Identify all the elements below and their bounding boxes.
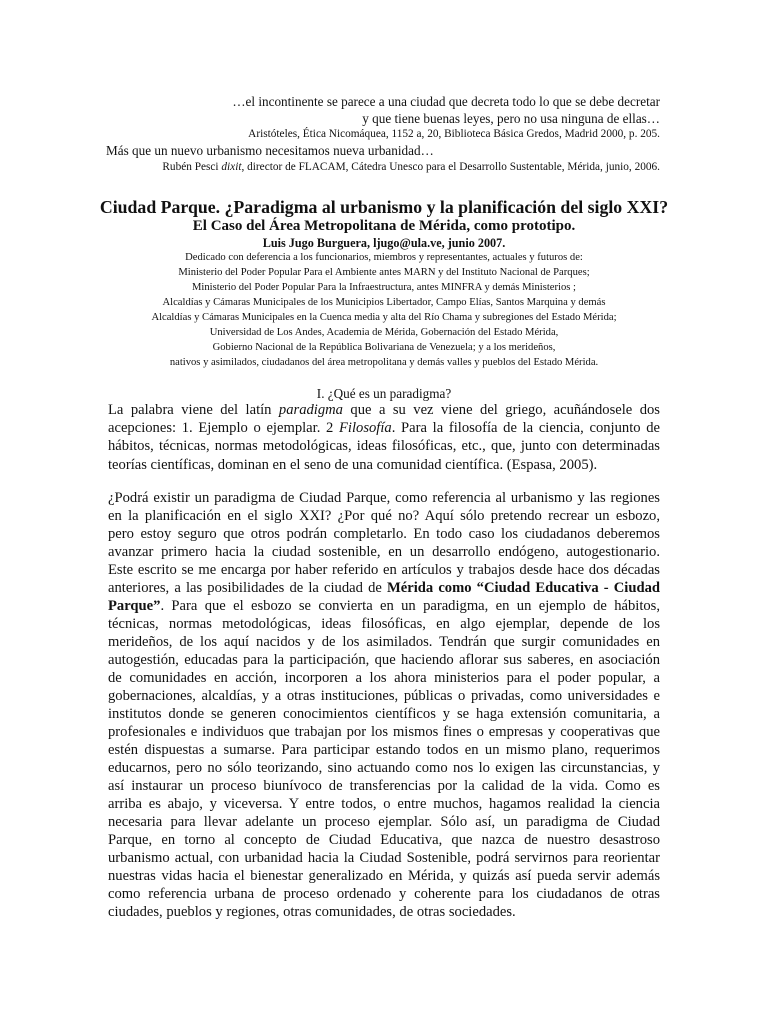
paragraph-2-line: gobernaciones, alcaldías, y a otras instituciones, públicas o privadas, como universidades e	[108, 688, 660, 704]
text-span: que a su vez viene del griego, acuñándosele dos	[342, 402, 660, 418]
paragraph-1-line	[108, 420, 660, 437]
paragraph-2-line: necesaria para llevar adelante un proceso ejemplar. Sólo así, un paradigma de Ciudad	[108, 814, 660, 830]
paragraph-2-line: pero estoy seguro que otros podrán completarlo. En todo caso los ciudadanos deberemos	[108, 526, 660, 542]
paragraph-2-line: ciudades, pueblos y regiones, otras comunidades, de otras sociedades.	[108, 904, 516, 920]
paragraph-2-line: Parque, en torno al concepto de Ciudad Educativa, que nazca de nuestro desastroso	[108, 832, 660, 848]
source-rest: , director de FLACAM, Cátedra Unesco para el Desarrollo Sustentable, Mérida, junio, 2006.	[241, 161, 660, 173]
paragraph-2-line: así instaurar un proceso biunívoco de transferencias por la calidad de la vida. Como es	[108, 778, 660, 794]
epigraph-source-aristotle: Aristóteles, Ética Nicomáquea, 1152 a, 20, Biblioteca Básica Gredos, Madrid 2000, p. 205.	[248, 128, 660, 140]
paragraph-2-line	[108, 598, 660, 615]
paragraph-2-line: autogestión, educadas para la participación, que haciendo aflorar sus saberes, en asociación	[108, 652, 660, 668]
italic-term-filosofia: Filosofía	[339, 420, 392, 436]
dedication-line: Universidad de Los Andes, Academia de Mérida, Gobernación del Estado Mérida,	[209, 327, 559, 338]
paragraph-2-line: nuestras vidas hacia el bienestar generalizado en Mérida, y quizás así pueda servir además	[108, 868, 660, 884]
source-name: Rubén Pesci	[162, 161, 222, 173]
paragraph-1-line	[108, 402, 660, 419]
paragraph-2-line: merideños, de los aquí nacidos y de los asimilados. Tendrán que surgir comunidades en	[108, 634, 660, 650]
paragraph-2-line: ¿Podrá existir un paradigma de Ciudad Parque, como referencia al urbanismo y las regiones	[108, 490, 660, 506]
paragraph-2-line: técnicas, normas metodológicas, ideas filosóficas, en algo ejemplar, depende de los	[108, 616, 660, 632]
document-title: Ciudad Parque. ¿Paradigma al urbanismo y la planificación del siglo XXI?	[99, 197, 669, 217]
dedication-line: Gobierno Nacional de la República Bolivariana de Venezuela; y a los merideños,	[212, 342, 556, 353]
dedication-line: nativos y asimilados, ciudadanos del área metropolitana y demás valles y pueblos del Estado Mérida.	[169, 357, 599, 368]
dedication-line: Ministerio del Poder Popular Para el Ambiente antes MARN y del Instituto Nacional de Parques;	[178, 267, 590, 278]
paragraph-2-line: institutos donde se generen conocimientos científicos y se haga extensión comunitaria, a	[108, 706, 660, 722]
bold-phrase: Mérida como “Ciudad Educativa - Ciudad	[386, 580, 660, 596]
dedication-line: Alcaldías y Cámaras Municipales de los Municipios Libertador, Campo Elías, Santos Marquina y demás	[162, 297, 606, 308]
paragraph-2-line: educarnos, pero no sólo teorizando, sino actuando como nos lo exigen las circunstancias, y	[108, 760, 660, 776]
epigraph-source-pesci	[80, 161, 660, 173]
paragraph-2-line: estén dispuestas a sumarse. Para participar estando todos en un mismo plano, requerimos	[108, 742, 660, 758]
dedication-line: Dedicado con deferencia a los funcionarios, miembros y representantes, actuales y futuros de:	[185, 252, 583, 263]
paragraph-2-line: Este escrito se me encarga por haber referido en artículos y trabajos desde hace dos décadas	[108, 562, 660, 578]
dedication-line: Alcaldías y Cámaras Municipales en la Cuenca media y alta del Río Chama y subregiones del Estado Mérida;	[151, 312, 617, 323]
epigraph-quote-line-1: …el incontinente se parece a una ciudad que decreta todo lo que se debe decretar	[232, 94, 660, 109]
paragraph-1-line: teorías científicas, dominan en el seno de una comunidad científica. (Espasa, 2005).	[108, 457, 598, 473]
section-heading: I. ¿Qué es un paradigma?	[316, 386, 452, 401]
paragraph-2-line: arriba es abajo, y viceversa. Y entre todos, o entre muchos, hagamos realidad la ciencia	[108, 796, 660, 812]
source-dixit: dixit	[221, 161, 242, 173]
document-author: Luis Jugo Burguera, ljugo@ula.ve, junio 2007.	[262, 236, 506, 250]
text-span: La palabra viene del latín	[108, 402, 279, 418]
paragraph-1-line: hábitos, técnicas, normas metodológicas, ideas filosóficas, etc., que, junto con determinadas	[108, 438, 660, 454]
paragraph-2-line: profesionales e individuos que trabajan por los mismos fines o empresas y cooperativas que	[108, 724, 660, 740]
bold-phrase: Parque”	[108, 598, 161, 614]
document-subtitle: El Caso del Área Metropolitana de Mérida, como prototipo.	[192, 218, 576, 234]
text-span: . Para que el esbozo se convierta en un paradigma, en un ejemplo de hábitos,	[160, 598, 660, 614]
paragraph-2-line: de comunidades en acción, incorporen a los ahora ministerios para el poder popular, a	[108, 670, 660, 686]
text-span: anteriores, a las posibilidades de la ciudad de	[108, 580, 387, 596]
epigraph-quote-pesci: Más que un nuevo urbanismo necesitamos nueva urbanidad…	[106, 143, 434, 158]
text-span: . Para la filosofía de la ciencia, conjunto de	[391, 420, 660, 436]
paragraph-2-line: urbanismo actual, con urbanidad hacia la Ciudad Sostenible, podrá servirnos para reorientar	[108, 850, 660, 866]
paragraph-2-line: avanzar primero hacia la ciudad sostenible, en un desarrollo endógeno, autogestionario.	[108, 544, 660, 560]
text-span: acepciones: 1. Ejemplo o ejemplar. 2	[108, 420, 340, 436]
paragraph-2-line: como referencia urbana de proceso ordenado y coherente para los ciudadanos de otras	[108, 886, 660, 902]
paragraph-2-line: en la planificación en el siglo XXI? ¿Por qué no? Aquí sólo pretendo recrear un esbozo,	[108, 508, 660, 524]
epigraph-quote-line-2: y que tiene buenas leyes, pero no usa ninguna de ellas…	[362, 111, 660, 126]
paragraph-2-line	[108, 580, 660, 597]
italic-term-paradigma: paradigma	[278, 402, 343, 418]
dedication-line: Ministerio del Poder Popular Para la Infraestructura, antes MINFRA y demás Ministerios ;	[192, 282, 576, 293]
